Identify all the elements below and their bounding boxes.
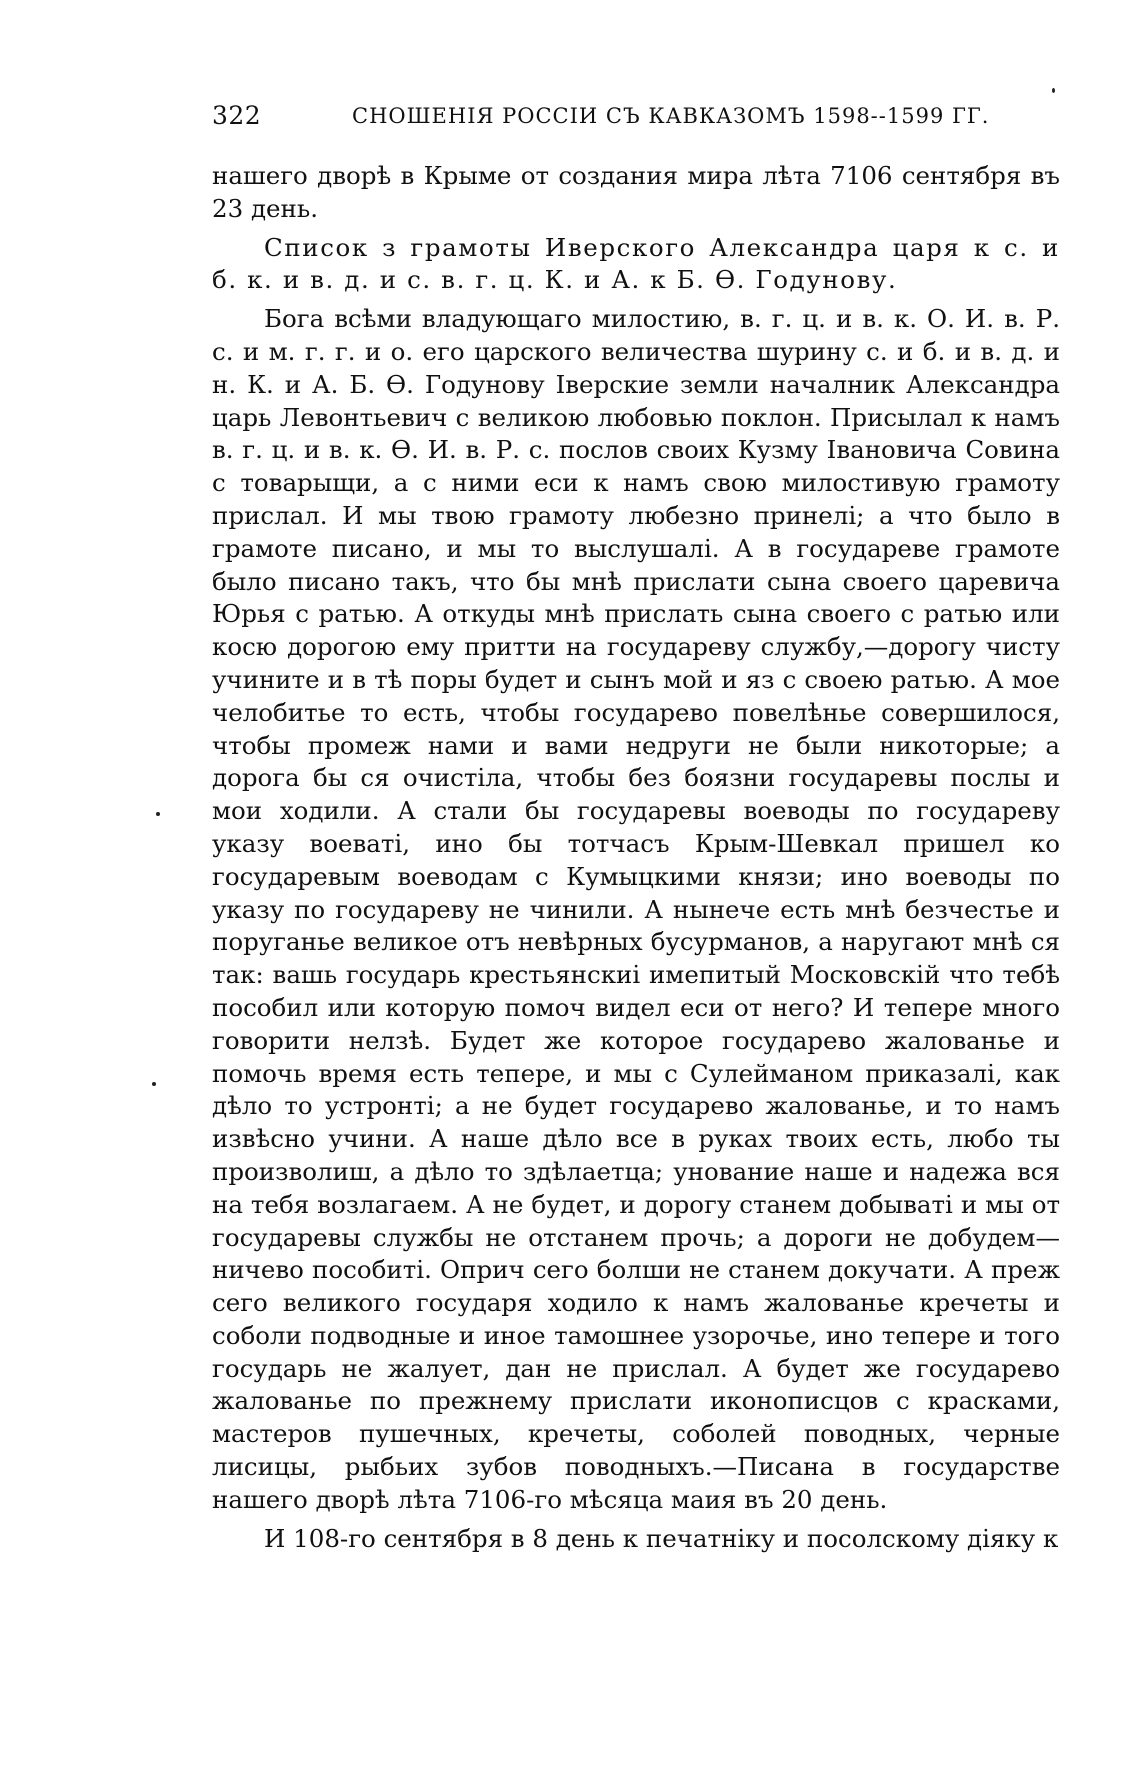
paragraph-continuation: нашего дворѣ в Крыме от создания мира лѣта 7106 сентября въ 23 день. — [212, 161, 1060, 223]
closing-paragraph: И 108-го сентября в 8 день к печатніку и посолскому діяку к — [264, 1523, 1059, 1553]
running-title: СНОШЕНІЯ РОССІИ СЪ КАВКАЗОМЪ 1598--1599 ГГ. — [352, 104, 990, 128]
corner-speck-mark — [1052, 88, 1055, 93]
margin-speck-mark — [156, 812, 160, 816]
page-number: 322 — [212, 101, 262, 130]
body-text — [212, 160, 1060, 1555]
letter-text-paragraph: Бога всѣми владующаго милостию, в. г. ц. и в. к. О. И. в. Р. с. и м. г. г. и о. его царского величества шурину с. и б. и в. д. и н. К. и А. Б. Ѳ. Годунову Іверские земли началник Александра царь Левонтьевич с великою любовью поклон. Присылал к намъ в. г. ц. и в. к. Ѳ. И. в. Р. с. послов своих Кузму Івановича Совина с товарыщи, а с ними еси к намъ свою милостивую грамоту прислал. И мы твою грамоту любезно принелі; а что было в грамоте писано, и мы то выслушалі. А в государеве грамоте было писано такъ, что бы мнѣ прислати сына своего царевича Юрья с ратью. А откуды мнѣ прислать сына своего с ратью или косю дорогою ему притти на государеву службу,—дорогу чисту учините и в тѣ поры будет и сынъ мой и яз с своею ратью. А мое челобитье то есть, чтобы государево повелѣнье совершилося, чтобы промеж нами и вами недруги не были никоторые; а дорога бы ся очистіла, чтобы без боязни государевы послы и мои ходили. А стали бы государевы воеводы по государеву указу воеваті, ино бы тотчасъ Крым-Шевкал пришел ко государевым воеводам с Кумыцкими князи; ино воеводы по указу по государеву не чинили. А нынече есть мнѣ безчестье и поруганье великое отъ невѣрных бусурманов, а наругают мнѣ ся так: вашь государь крестьянскиі имепитый Московскій что тебѣ пособил или которую помоч видел еси от него? И тепере много говорити нелзѣ. Будет же которое государево жалованье и помочь время есть тепере, и мы с Сулейманом приказалі, как дѣло то устронті; а не будет государево жалованье, и то намъ извѣсно учини. А наше дѣло все в руках твоих есть, любо ты произволиш, а дѣло то здѣлаетца; унование наше и надежа вся на тебя возлагаем. А не будет, и дорогу станем добываті и мы от государевы службы не отстанем прочь; а дороги не добудем—ничево пособиті. Оприч сего болши не станем докучати. А преж сего великого государя ходило к намъ жалованье кречеты и соболи подводные и иное тамошнее узорочье, ино тепере и того государь не жалует, дан не прислал. А будет же государево жалованье по прежнему прислати иконописцов с красками, мастеров пушечных, кречеты, соболей поводных, черные лисицы, рыбьих зубов поводныхъ.—Писана в государстве нашего дворѣ лѣта 7106-го мѣсяца маия въ 20 день. — [212, 304, 1060, 1514]
page-header — [212, 98, 1060, 134]
document-title-paragraph: Список з грамоты Иверского Александра царя к с. и б. к. и в. д. и с. в. г. ц. К. и А. к Б. Ѳ. Годунову. — [212, 232, 1060, 295]
margin-speck-mark — [152, 1082, 156, 1086]
